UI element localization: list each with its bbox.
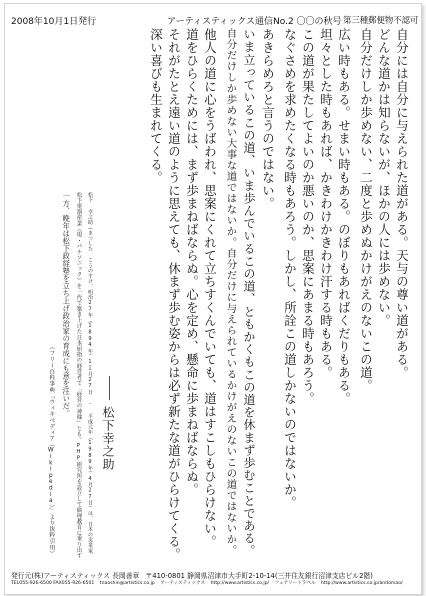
- author-signature: 松下幸之助: [101, 406, 115, 471]
- body-line-10: 自分だけしか歩めない大事な道ではないか。自分だけに与えられているかけがえのないこの道ではないか。: [224, 28, 237, 556]
- signature-rule: [109, 376, 110, 400]
- body-line-14: 深い喜びも生まれてくる。: [148, 28, 164, 184]
- body-line-8: あきらめろと言うのではない。: [260, 28, 276, 210]
- note-source: （フリー百科事典『ウィキペディア（Wikipedia）』より抜粋引用）: [47, 344, 54, 557]
- body-line-2: どんな道かは知らないが、ほかの人には歩めない。: [376, 28, 392, 327]
- body-line-13: それがたとえ遠い道のように思えても、休まず歩む姿からは必ず新たな道がひらけてくる。: [166, 28, 182, 561]
- footer-line-1: [11, 570, 417, 580]
- email-link[interactable]: tnaoshin@artistics.co.jp: [99, 581, 155, 586]
- body-line-4: 広い時もある。せまい時もある。のぼりもあればくだりもある。: [336, 28, 352, 405]
- body-line-12: 道をひらくためには、まず歩まねばならぬ。心を定め、懸命に歩まねばならぬ。: [184, 28, 200, 496]
- body-line-11: 他人の道に心をうばわれ、思案にくれて立ちすくんでいても、道はすこしもひらけない。: [202, 28, 218, 548]
- tel-fax: TEL055-926-6500 FAX055-926-6501: [11, 581, 95, 586]
- body-line-9: いま立っているこの道、いま歩んでいるこの道、ともかくもこの道を休まず歩むことである。: [242, 28, 256, 558]
- publisher: 発行元(株)アーティスティックス 長岡善章: [11, 572, 140, 580]
- note-line-2: 松下電器産業（現・パナソニック）を一代で築き上げた日本屈指の経営者で「経営の神様」とも。PHP研究所を設立して倫理教育に乗り出す: [75, 192, 82, 559]
- newsletter-page: [4, 3, 422, 595]
- issue-date: 2008年10月1日発行: [11, 17, 97, 27]
- note-line-1: 松下 幸之助（まつした こうのすけ、明治27年（1894年）11月27日 - 平成元年（1989年）4月27日）は、日本の実業家、: [87, 192, 93, 559]
- body-line-3: 自分だけしか歩めない、二度と歩めぬかけがえのないこの道。: [358, 28, 374, 392]
- footer-line-2: [11, 580, 417, 586]
- body-line-1: 自分には自分に与えられた道がある。天与の尊い道がある。: [394, 28, 410, 379]
- body-line-7: なぐさめを求めたくなる時もあろう。しかし、所詮この道しかないのではないか。: [282, 28, 298, 509]
- body-line-5: 坦々とした時もあれば、かきわけかきわけ汗する時もある。: [318, 28, 334, 379]
- note-line-3: 一方、晩年は松下政経塾を立ち上げ政治家の育成にも意を注いだ。: [62, 192, 72, 417]
- body-line-6: この道が果たしてよいのか悪いのか、思案にあまる時もあろう。: [300, 28, 316, 405]
- mail-class-label: 第三種郵便物不認可: [343, 15, 419, 25]
- site-label-2: フェアリートラベル: [274, 581, 316, 586]
- site-link-1[interactable]: http://www.artistics.co.jp/: [210, 581, 270, 586]
- site-label-1: アーティスティックス: [160, 581, 206, 586]
- newsletter-title: アーティスティックス通信No.2 〇〇の秋号: [167, 17, 342, 27]
- site-link-2[interactable]: http://www.artistics.co.jp/andomao/: [320, 581, 403, 586]
- address: 〒410-0801 静岡県沼津市大手町2-10-14(三井住友銀行沼津支店ビル2階): [145, 572, 373, 580]
